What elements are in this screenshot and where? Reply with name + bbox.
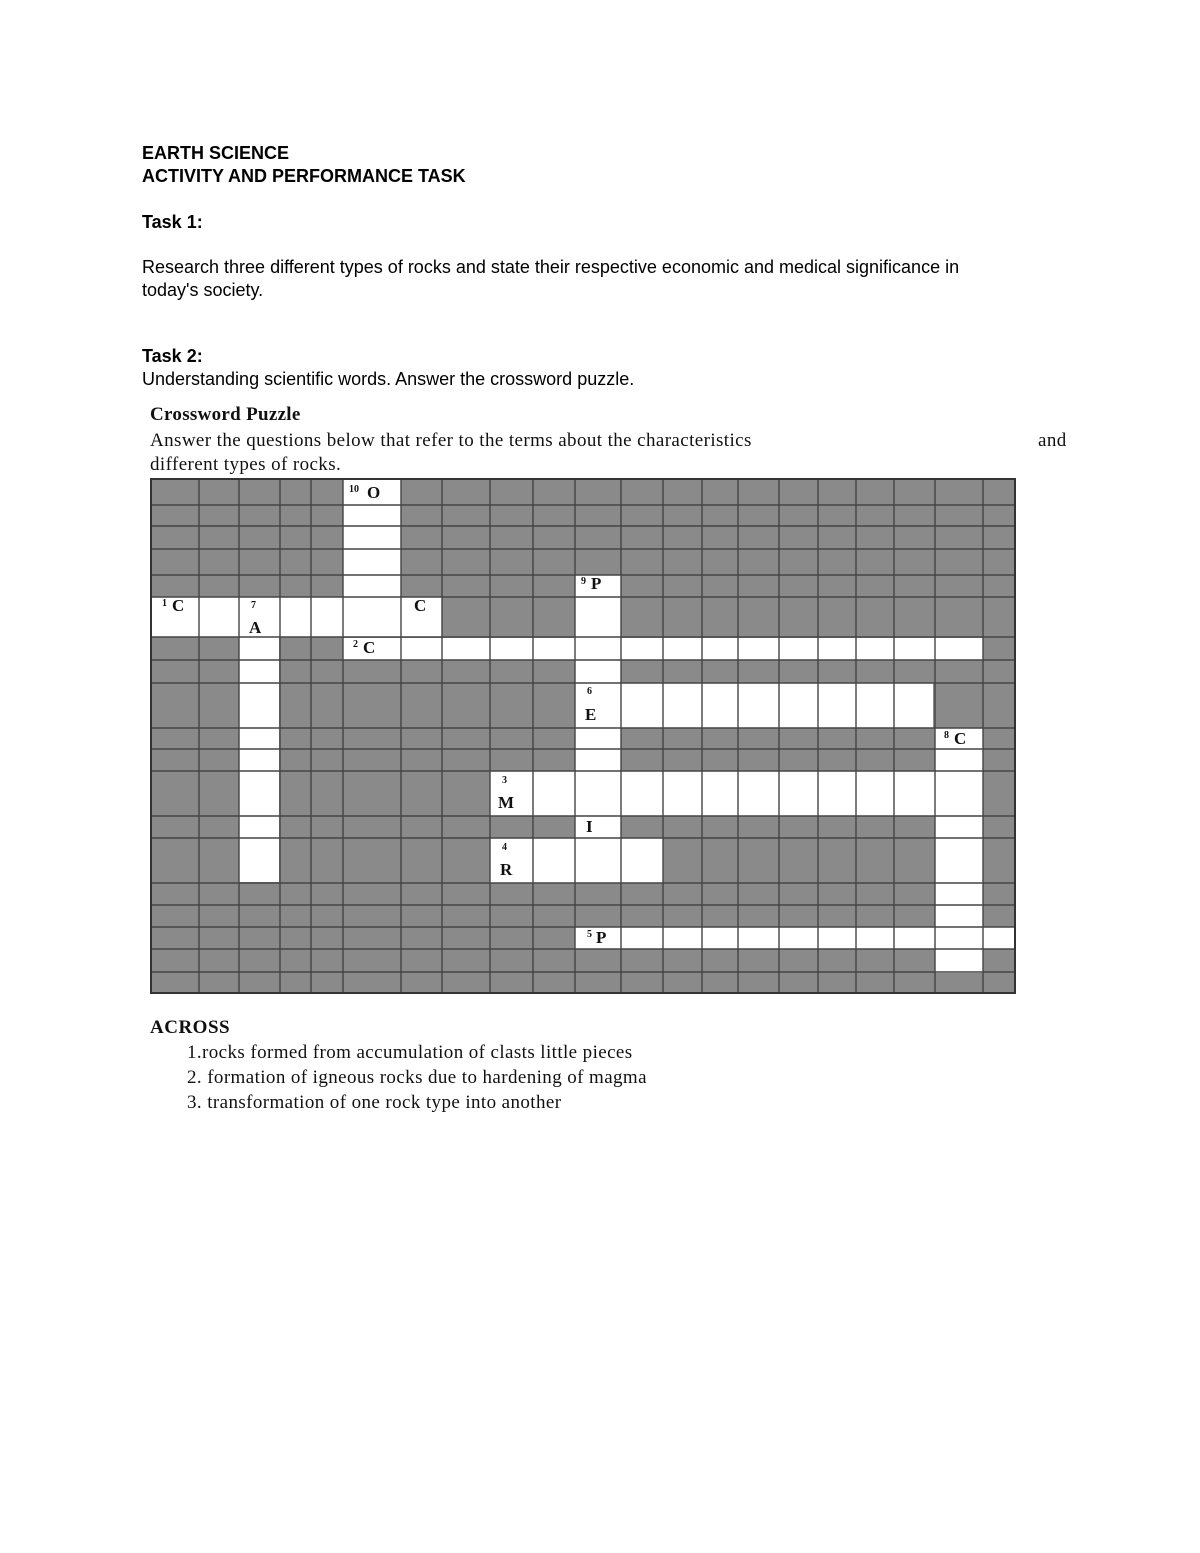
task1-text-line2: today's society. (142, 280, 264, 300)
answer-cell (239, 637, 279, 882)
clue-number-3: 3 (502, 775, 507, 786)
given-letter-i: I (586, 817, 593, 836)
given-letter-c: C (172, 596, 185, 615)
given-letter-p: P (591, 574, 602, 593)
given-letter-p: P (596, 928, 607, 947)
given-letter-r: R (500, 860, 513, 879)
given-letter-a: A (249, 618, 262, 637)
answer-cell (490, 838, 663, 883)
crossword-instructions-line1-end: and (1038, 430, 1067, 451)
given-letter-c: C (414, 596, 427, 615)
clue-number-6: 6 (587, 686, 592, 697)
task2-text: Understanding scientific words. Answer the crossword puzzle. (142, 369, 635, 389)
crossword-grid (150, 478, 1016, 994)
clue-number-5: 5 (587, 929, 592, 940)
across-clue-3: 3. transformation of one rock type into another (187, 1092, 562, 1113)
answer-cell (490, 771, 983, 816)
clue-number-2: 2 (353, 639, 358, 650)
crossword-instructions-line2: different types of rocks. (150, 454, 342, 475)
across-clue-2: 2. formation of igneous rocks due to hardening of magma (187, 1067, 647, 1088)
task1-text-line1: Research three different types of rocks and state their respective economic and medical significance in (142, 257, 960, 277)
crossword-title: Crossword Puzzle (150, 404, 301, 425)
given-letter-c: C (363, 638, 376, 657)
task1-heading: Task 1: (142, 212, 203, 232)
answer-cell (150, 597, 442, 637)
answer-cell (575, 927, 1016, 949)
clue-number-1: 1 (162, 598, 167, 609)
clue-number-7: 7 (251, 600, 256, 611)
crossword-instructions-line1: Answer the questions below that refer to the terms about the characteristics (150, 430, 752, 451)
clue-number-4: 4 (502, 842, 507, 853)
document-subtitle: ACTIVITY AND PERFORMANCE TASK (142, 166, 466, 186)
across-heading: ACROSS (150, 1017, 231, 1038)
given-letter-o: O (367, 483, 381, 502)
clue-number-10: 10 (349, 484, 359, 495)
task2-heading: Task 2: (142, 346, 203, 366)
clue-number-9: 9 (581, 576, 586, 587)
given-letter-c: C (954, 729, 967, 748)
document-title: EARTH SCIENCE (142, 143, 290, 163)
given-letter-m: M (498, 793, 515, 812)
given-letter-e: E (585, 705, 597, 724)
across-clue-1: 1.rocks formed from accumulation of clasts little pieces (187, 1042, 633, 1063)
answer-cell (575, 683, 933, 728)
clue-number-8: 8 (944, 730, 949, 741)
